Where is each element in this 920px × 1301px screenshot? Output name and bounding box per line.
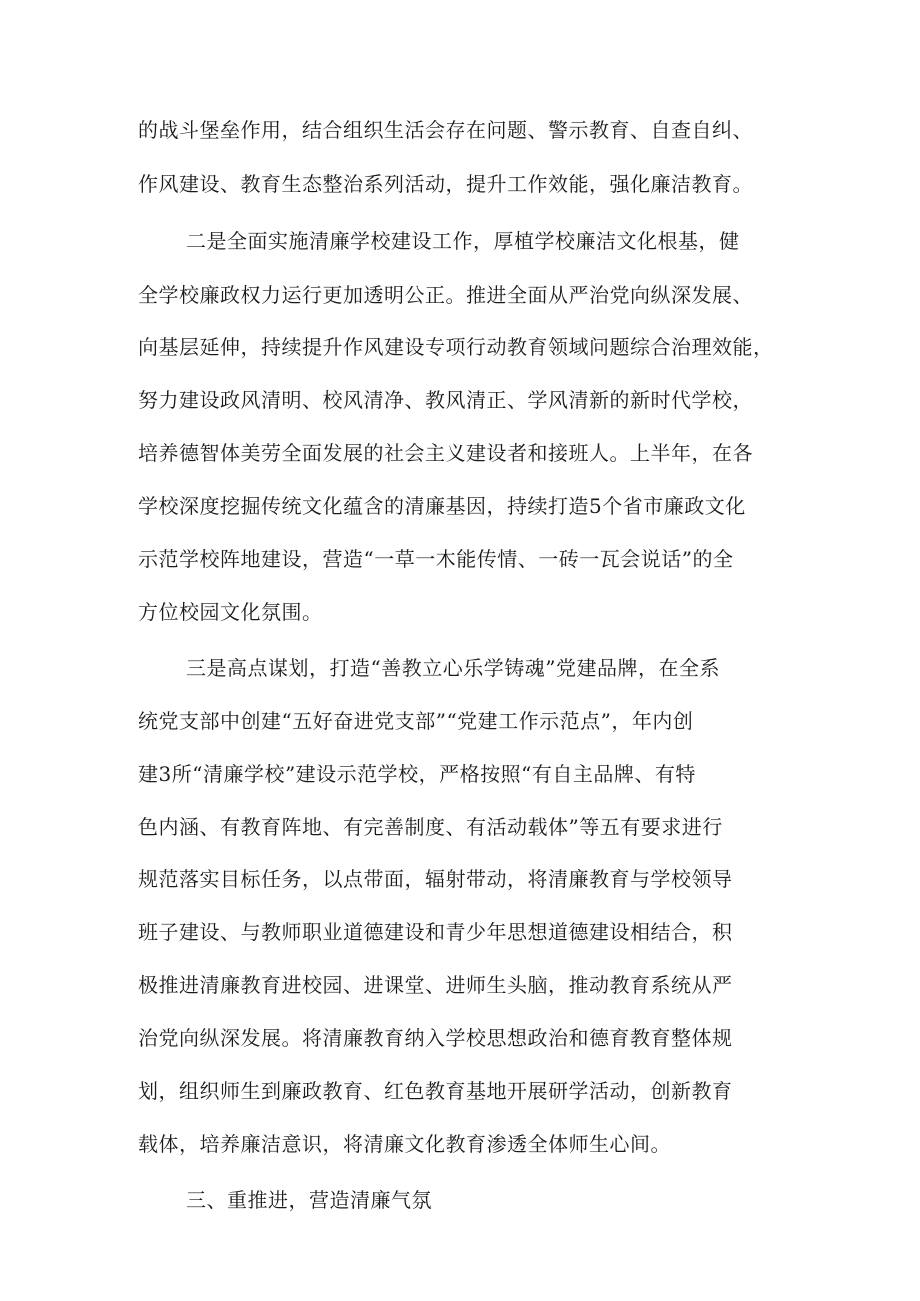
- text-line: 规范落实目标任务，以点带面，辐射带动，将清廉教育与学校领导: [138, 867, 733, 891]
- text-line: 的战斗堡垒作用，结合组织生活会存在问题、警示教育、自查自纠、: [138, 118, 753, 142]
- text-line: 全学校廉政权力运行更加透明公正。推进全面从严治党向纵深发展、: [138, 283, 753, 307]
- text-line: 载体，培养廉洁意识，将清廉文化教育渗透全体师生心间。: [138, 1132, 671, 1156]
- text-line: 统党支部中创建“五好奋进党支部”“党建工作示范点”，年内创: [138, 709, 694, 733]
- text-line: 培养德智体美劳全面发展的社会主义建设者和接班人。上半年，在各: [138, 441, 753, 465]
- text-line: 方位校园文化氛围。: [138, 600, 323, 624]
- section-heading: 三、重推进，营造清廉气氛: [186, 1188, 432, 1212]
- text-line: 建3所“清廉学校”建设示范学校，严格按照“有自主品牌、有特: [138, 762, 696, 786]
- text-line: 极推进清廉教育进校园、进课堂、进师生头脑，推动教育系统从严: [138, 973, 733, 997]
- text-line: 色内涵、有教育阵地、有完善制度、有活动载体”等五有要求进行: [138, 815, 723, 839]
- text-line: 作风建设、教育生态整治系列活动，提升工作效能，强化廉洁教育。: [138, 172, 753, 196]
- text-line: 示范学校阵地建设，营造“一草一木能传情、一砖一瓦会说话”的全: [138, 547, 734, 571]
- text-line: 划，组织师生到廉政教育、红色教育基地开展研学活动，创新教育: [138, 1079, 733, 1103]
- text-line: 班子建设、与教师职业道德建设和青少年思想道德建设相结合，积: [138, 920, 733, 944]
- text-line: 学校深度挖掘传统文化蕴含的清廉基因，持续打造5个省市廉政文化: [138, 494, 746, 518]
- text-line: 努力建设政风清明、校风清净、教风清正、学风清新的新时代学校，: [138, 388, 753, 412]
- paragraph-first-line: 二是全面实施清廉学校建设工作，厚植学校廉洁文化根基，健: [186, 229, 740, 253]
- text-line: 向基层延伸，持续提升作风建设专项行动教育领域问题综合治理效能，: [138, 335, 774, 359]
- paragraph-first-line: 三是高点谋划，打造“善教立心乐学铸魂”党建品牌，在全系: [186, 656, 720, 680]
- text-line: 治党向纵深发展。将清廉教育纳入学校思想政治和德育教育整体规: [138, 1026, 733, 1050]
